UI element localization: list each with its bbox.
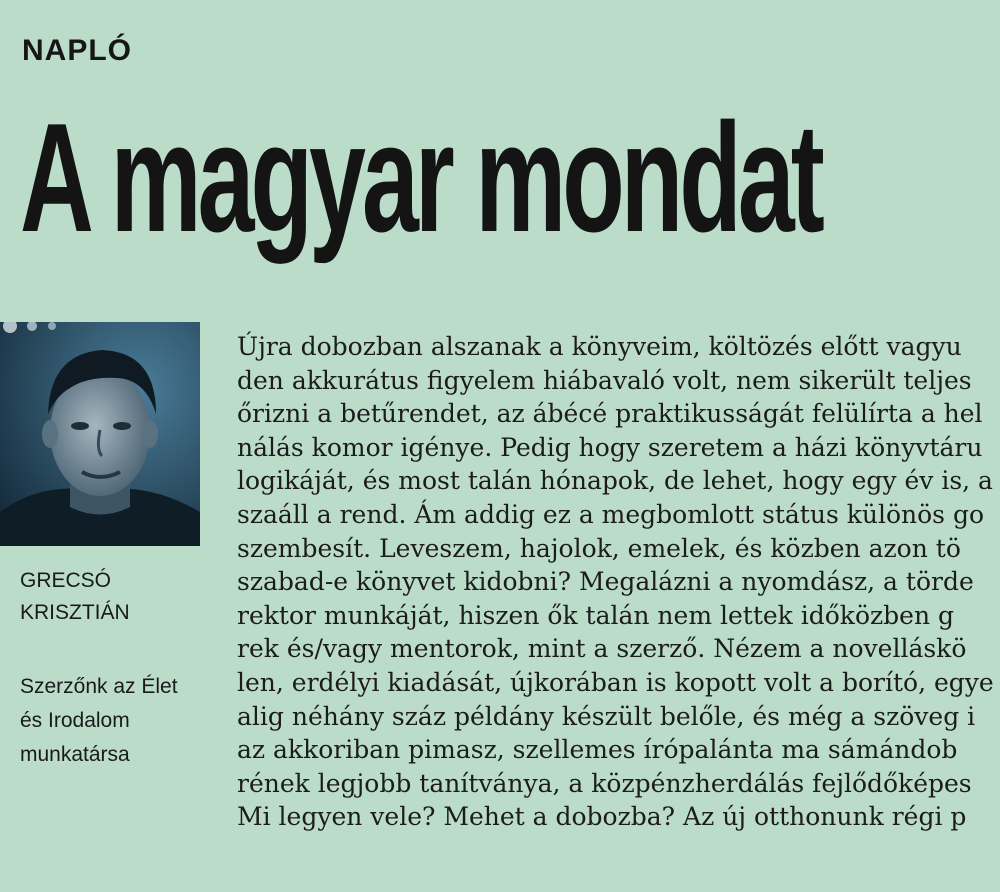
article-line: szaáll a rend. Ám addig ez a megbomlott státus különös go <box>237 499 985 529</box>
author-bio <box>20 670 195 772</box>
article-line: logikáját, és most talán hónapok, de lehet, hogy egy év is, a <box>237 466 993 496</box>
article-line: len, erdélyi kiadását, újkorában is kopott volt a borító, egye <box>237 667 994 697</box>
article-line: Mi legyen vele? Mehet a dobozba? Az új otthonunk régi p <box>237 802 967 832</box>
article-line: rektor munkáját, hiszen ők talán nem lettek időközben g <box>237 600 955 630</box>
article-line: rek és/vagy mentorok, mint a szerző. Nézem a novelláskö <box>237 634 967 664</box>
author-bio-line: és Irodalom <box>20 709 130 732</box>
section-label: NAPLÓ <box>22 34 132 67</box>
article-line: alig néhány száz példány készült belőle, és még a szöveg i <box>237 701 976 731</box>
author-bio-line: Szerzőnk az Élet <box>20 675 178 698</box>
page-title: A magyar mondat <box>20 91 821 264</box>
article-line: den akkurátus figyelem hiábavaló volt, nem sikerült teljes <box>237 365 972 395</box>
article-body <box>237 330 1000 892</box>
article-line: nálás komor igénye. Pedig hogy szeretem a házi könyvtáru <box>237 432 983 462</box>
article-line: szembesít. Leveszem, hajolok, emelek, és közben azon tö <box>237 533 961 563</box>
author-name <box>20 565 190 629</box>
article-line: rének legjobb tanítványa, a közpénzherdálás fejlődőképes <box>237 768 972 798</box>
author-name-last: KRISZTIÁN <box>20 601 130 624</box>
author-photo <box>0 322 200 546</box>
article-line: szabad-e könyvet kidobni? Megalázni a nyomdász, a törde <box>237 567 974 597</box>
article-line: Újra dobozban alszanak a könyveim, költözés előtt vagyu <box>237 332 962 361</box>
author-bio-line: munkatársa <box>20 743 130 766</box>
article-line: őrizni a betűrendet, az ábécé praktikusságát felülírta a hel <box>237 399 983 429</box>
article-line: az akkoriban pimasz, szellemes írópalánta ma sámándob <box>237 735 958 765</box>
author-name-first: GRECSÓ <box>20 569 112 592</box>
